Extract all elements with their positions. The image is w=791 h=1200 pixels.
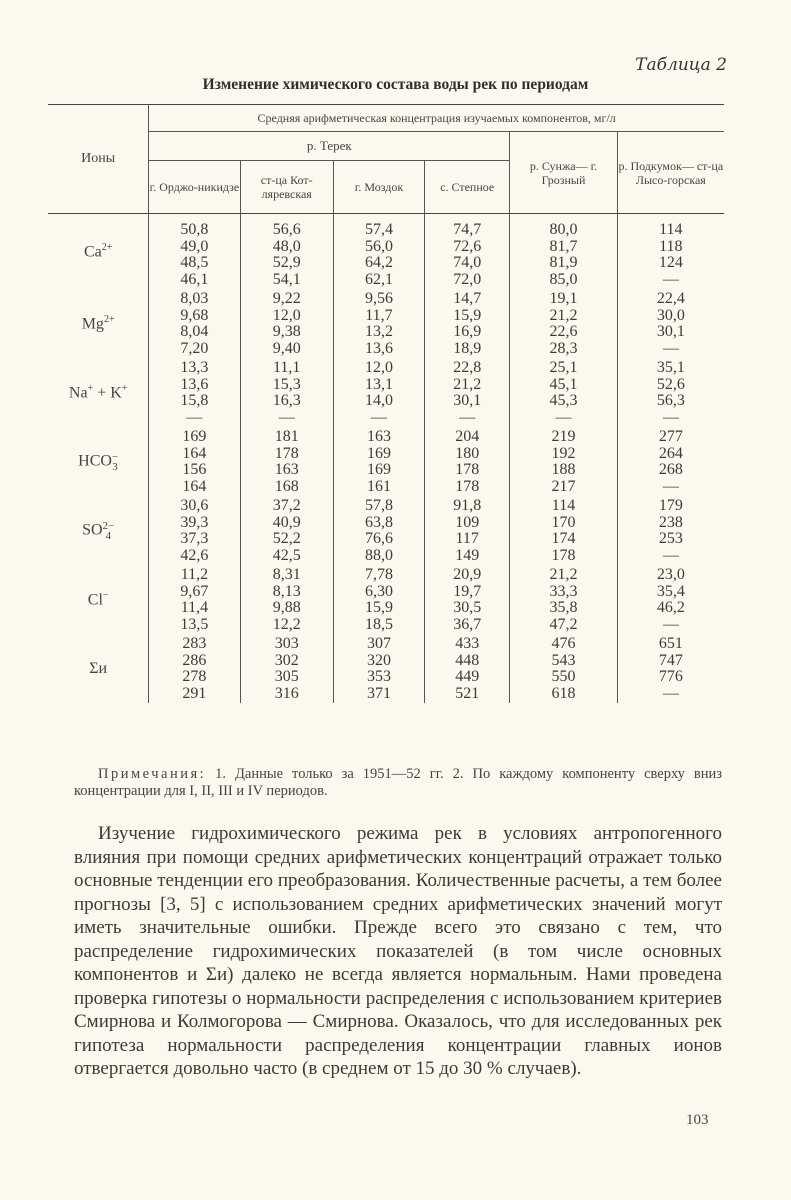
period-value: 521 xyxy=(455,684,480,702)
period-value: 156 xyxy=(182,461,207,478)
period-value: 178 xyxy=(455,461,480,478)
period-value: 320 xyxy=(366,651,391,669)
period-value: 22,4 xyxy=(656,290,685,307)
period-value: 21,2 xyxy=(549,306,578,324)
period-value: 188 xyxy=(551,461,576,478)
period-value: 264 xyxy=(658,444,683,462)
period-value: — xyxy=(370,408,387,426)
table-row xyxy=(48,358,724,427)
period-value: 20,9 xyxy=(453,566,482,583)
period-value: 283 xyxy=(182,635,207,652)
period-value: 15,3 xyxy=(272,375,301,393)
period-value: 219 xyxy=(551,428,576,445)
period-value: 169 xyxy=(182,428,207,445)
period-value: 15,9 xyxy=(364,599,393,616)
period-value: 164 xyxy=(182,477,207,495)
period-value: 163 xyxy=(366,428,391,445)
group-header: Средняя арифметическая концентрация изучаемых компонентов, мг/л xyxy=(149,105,724,132)
period-value: 22,8 xyxy=(453,359,482,376)
period-value: 40,9 xyxy=(272,513,301,531)
period-value: 7,78 xyxy=(364,566,393,583)
chemistry-table xyxy=(48,104,724,703)
period-value: 476 xyxy=(551,635,576,652)
value-cell xyxy=(510,427,617,496)
table-row xyxy=(48,634,724,703)
table-row xyxy=(48,496,724,565)
period-value: 114 xyxy=(551,497,576,514)
value-cell xyxy=(425,358,510,427)
column-header-stepnoe: с. Степное xyxy=(425,161,510,214)
period-value: 302 xyxy=(274,651,299,669)
period-value: 45,1 xyxy=(549,375,578,393)
period-value: 74,7 xyxy=(453,221,482,238)
value-cell xyxy=(149,214,240,290)
period-value: 168 xyxy=(274,477,299,495)
value-cell xyxy=(617,289,724,358)
value-cell xyxy=(240,214,333,290)
period-value: 8,04 xyxy=(180,323,209,340)
period-value: 46,2 xyxy=(656,599,685,616)
column-header-podkumok: р. Подкумок— ст-ца Лысо-горская xyxy=(617,132,724,214)
period-value: 286 xyxy=(182,651,207,669)
period-value: 21,2 xyxy=(453,375,482,393)
value-cell xyxy=(510,358,617,427)
period-value: 12,0 xyxy=(364,359,393,376)
period-value: — xyxy=(662,546,679,564)
period-value: 14,0 xyxy=(364,392,393,409)
value-cell xyxy=(425,289,510,358)
period-value: 109 xyxy=(455,513,480,531)
period-value: 35,1 xyxy=(656,359,685,376)
value-cell xyxy=(240,289,333,358)
period-value: 35,4 xyxy=(656,582,685,600)
period-value: 57,4 xyxy=(364,221,393,238)
period-value: 180 xyxy=(455,444,480,462)
period-value: 277 xyxy=(658,428,683,445)
period-value: 81,7 xyxy=(549,237,578,255)
notes-text: 1. Данные только за 1951—52 гг. 2. По каждому компоненту сверху вниз концентрации для I, II, III и IV периодов. xyxy=(74,766,722,799)
ion-label: $Mg^{2+}$ xyxy=(81,314,115,333)
period-value: 30,0 xyxy=(656,306,685,324)
period-value: 81,9 xyxy=(549,254,578,271)
period-value: 316 xyxy=(274,684,299,702)
period-value: — xyxy=(555,408,572,426)
value-cell xyxy=(425,214,510,290)
value-cell xyxy=(240,496,333,565)
period-value: 7,20 xyxy=(180,339,209,357)
period-value: — xyxy=(662,339,679,357)
period-value: 74,0 xyxy=(453,254,482,271)
period-value: 449 xyxy=(455,668,480,685)
value-cell xyxy=(149,634,240,703)
ion-label: Σи xyxy=(89,660,108,677)
period-value: 19,1 xyxy=(549,290,578,307)
period-value: 11,7 xyxy=(365,306,393,324)
period-value: — xyxy=(662,684,679,702)
period-value: 62,1 xyxy=(364,270,393,288)
period-value: 238 xyxy=(658,513,683,531)
period-value: 80,0 xyxy=(549,221,578,238)
terek-header: р. Терек xyxy=(149,132,510,161)
period-value: 9,38 xyxy=(272,323,301,340)
period-value: 56,3 xyxy=(656,392,685,409)
period-value: 72,6 xyxy=(453,237,482,255)
period-value: 278 xyxy=(182,668,207,685)
period-value: 6,30 xyxy=(364,582,393,600)
value-cell xyxy=(333,289,424,358)
value-cell xyxy=(617,358,724,427)
value-cell xyxy=(149,358,240,427)
period-value: 72,0 xyxy=(453,270,482,288)
value-cell xyxy=(425,634,510,703)
value-cell xyxy=(510,565,617,634)
period-value: 8,31 xyxy=(272,566,301,583)
value-cell xyxy=(149,496,240,565)
period-value: 181 xyxy=(274,428,299,445)
period-value: 30,1 xyxy=(656,323,685,340)
column-header-kotlyarevskaya: ст-ца Кот-ляревская xyxy=(240,161,333,214)
period-value: 170 xyxy=(551,513,576,531)
table-row xyxy=(48,214,724,290)
period-value: 217 xyxy=(551,477,576,495)
period-value: 48,5 xyxy=(180,254,209,271)
period-value: 52,6 xyxy=(656,375,685,393)
value-cell xyxy=(333,496,424,565)
period-value: 28,3 xyxy=(549,339,578,357)
period-value: 618 xyxy=(551,684,576,702)
period-value: 13,3 xyxy=(180,359,209,376)
value-cell xyxy=(617,565,724,634)
period-value: 161 xyxy=(366,477,391,495)
period-value: 52,2 xyxy=(272,530,301,547)
period-value: 18,9 xyxy=(453,339,482,357)
period-value: 305 xyxy=(274,668,299,685)
period-value: 23,0 xyxy=(656,566,685,583)
value-cell xyxy=(617,634,724,703)
period-value: 11,1 xyxy=(272,359,301,376)
body-paragraph: Изучение гидрохимического режима рек в условиях антропогенного влияния при помощи средних арифметических концентраций отражает только основные тенденции его преобразования. Количественные расчеты, а тем более прогнозы [3, 5] с использованием средних арифметических значений могут иметь значительные ошибки. Прежде всего это связано с тем, что распределение гидрохимических показателей (в том числе основных компонентов и Σи) далеко не всегда является нормальным. Нами проведена проверка гипотезы о нормальности распределения с использованием критериев Смирнова и Колмогорова — Смирнова. Оказалось, что для исследованных рек гипотеза нормальности распределения концентрации главных ионов отвергается довольно часто (в среднем от 15 до 30 % случаев). xyxy=(74,823,722,1079)
period-value: 15,9 xyxy=(453,306,482,324)
period-value: 88,0 xyxy=(364,546,393,564)
ion-label: Na+ + K+ xyxy=(68,383,128,402)
period-value: 30,1 xyxy=(453,392,482,409)
period-value: 21,2 xyxy=(549,566,578,583)
period-value: 19,7 xyxy=(453,582,482,600)
period-value: 54,1 xyxy=(272,270,301,288)
period-value: 307 xyxy=(366,635,391,652)
period-value: 49,0 xyxy=(180,237,209,255)
period-value: 9,56 xyxy=(364,290,393,307)
period-value: 11,4 xyxy=(180,599,209,616)
period-value: 353 xyxy=(366,668,391,685)
value-cell xyxy=(333,565,424,634)
period-value: 178 xyxy=(455,477,480,495)
value-cell xyxy=(510,214,617,290)
period-value: 76,6 xyxy=(364,530,393,547)
value-cell xyxy=(425,565,510,634)
period-value: 13,6 xyxy=(364,339,393,357)
period-value: 33,3 xyxy=(549,582,578,600)
period-value: 164 xyxy=(182,444,207,462)
period-value: — xyxy=(459,408,476,426)
period-value: — xyxy=(662,408,679,426)
table-row xyxy=(48,289,724,358)
period-value: 56,0 xyxy=(364,237,393,255)
table-row xyxy=(48,565,724,634)
period-value: 550 xyxy=(551,668,576,685)
value-cell xyxy=(333,427,424,496)
period-value: 42,6 xyxy=(180,546,209,564)
period-value: 149 xyxy=(455,546,480,564)
period-value: 117 xyxy=(455,530,479,547)
period-value: 91,8 xyxy=(453,497,482,514)
period-value: 543 xyxy=(551,651,576,669)
period-value: 13,1 xyxy=(364,375,393,393)
period-value: — xyxy=(186,408,203,426)
value-cell xyxy=(333,214,424,290)
period-value: 371 xyxy=(366,684,391,702)
period-value: 56,6 xyxy=(272,221,301,238)
column-header-ordzhonikidze: г. Орджо-никидзе xyxy=(149,161,240,214)
period-value: 64,2 xyxy=(364,254,393,271)
period-value: 18,5 xyxy=(364,615,393,633)
period-value: 16,3 xyxy=(272,392,301,409)
value-cell xyxy=(149,565,240,634)
period-value: 13,2 xyxy=(364,323,393,340)
period-value: — xyxy=(662,615,679,633)
notes-label: Примечания: xyxy=(98,766,207,782)
value-cell xyxy=(425,496,510,565)
period-value: 37,3 xyxy=(180,530,209,547)
table-title: Изменение химического состава воды рек по периодам xyxy=(202,76,589,93)
period-value: — xyxy=(278,408,295,426)
period-value: 118 xyxy=(659,237,683,255)
ions-column-header: Ионы xyxy=(48,105,149,214)
period-value: 651 xyxy=(658,635,683,652)
period-value: 35,8 xyxy=(549,599,578,616)
period-value: 45,3 xyxy=(549,392,578,409)
period-value: 169 xyxy=(366,461,391,478)
value-cell xyxy=(510,496,617,565)
column-header-sunzha: р. Сунжа— г. Грозный xyxy=(510,132,617,214)
period-value: 50,8 xyxy=(180,221,209,238)
period-value: 174 xyxy=(551,530,576,547)
period-value: 11,2 xyxy=(180,566,209,583)
period-value: 12,0 xyxy=(272,306,301,324)
period-value: 13,6 xyxy=(180,375,209,393)
period-value: 9,40 xyxy=(272,339,301,357)
value-cell xyxy=(240,634,333,703)
table-label: Таблица 2 xyxy=(635,55,727,75)
period-value: 9,67 xyxy=(180,582,209,600)
value-cell xyxy=(240,358,333,427)
value-cell xyxy=(425,427,510,496)
table-notes xyxy=(74,766,722,800)
value-cell xyxy=(617,496,724,565)
period-value: 30,6 xyxy=(180,497,209,514)
value-cell xyxy=(510,634,617,703)
period-value: 13,5 xyxy=(180,615,209,633)
period-value: 37,2 xyxy=(272,497,301,514)
page-number: 103 xyxy=(686,1112,709,1128)
period-value: 47,2 xyxy=(549,615,578,633)
period-value: 14,7 xyxy=(453,290,482,307)
period-value: 776 xyxy=(658,668,683,685)
table-row xyxy=(48,427,724,496)
ion-label: Cl− xyxy=(87,590,109,609)
value-cell xyxy=(617,214,724,290)
ion-label: $Ca^{2+}$ xyxy=(83,242,113,261)
period-value: 433 xyxy=(455,635,480,652)
period-value: 42,5 xyxy=(272,546,301,564)
period-value: 48,0 xyxy=(272,237,301,255)
period-value: 178 xyxy=(274,444,299,462)
period-value: 124 xyxy=(658,254,683,271)
period-value: 63,8 xyxy=(364,513,393,531)
period-value: 9,22 xyxy=(272,290,301,307)
period-value: 9,68 xyxy=(180,306,209,324)
period-value: 9,88 xyxy=(272,599,301,616)
period-value: 12,2 xyxy=(272,615,301,633)
period-value: 268 xyxy=(658,461,683,478)
period-value: 52,9 xyxy=(272,254,301,271)
value-cell xyxy=(510,289,617,358)
period-value: 448 xyxy=(455,651,480,669)
period-value: 169 xyxy=(366,444,391,462)
period-value: 8,13 xyxy=(272,582,301,600)
period-value: 747 xyxy=(658,651,683,669)
period-value: — xyxy=(662,270,679,288)
period-value: — xyxy=(662,477,679,495)
ion-label: SO 2− 4 xyxy=(82,520,115,542)
period-value: 15,8 xyxy=(180,392,209,409)
value-cell xyxy=(240,427,333,496)
period-value: 39,3 xyxy=(180,513,209,531)
period-value: 25,1 xyxy=(549,359,578,376)
period-value: 22,6 xyxy=(549,323,578,340)
period-value: 163 xyxy=(274,461,299,478)
table-body xyxy=(48,214,724,704)
value-cell xyxy=(333,634,424,703)
value-cell xyxy=(617,427,724,496)
value-cell xyxy=(240,565,333,634)
period-value: 179 xyxy=(658,497,683,514)
value-cell xyxy=(149,427,240,496)
period-value: 253 xyxy=(658,530,683,547)
period-value: 36,7 xyxy=(453,615,482,633)
period-value: 57,8 xyxy=(364,497,393,514)
value-cell xyxy=(333,358,424,427)
period-value: 46,1 xyxy=(180,270,209,288)
period-value: 114 xyxy=(659,221,683,238)
period-value: 204 xyxy=(455,428,480,445)
ion-label: HCO − 3 xyxy=(78,451,119,473)
period-value: 85,0 xyxy=(549,270,578,288)
period-value: 291 xyxy=(182,684,207,702)
period-value: 192 xyxy=(551,444,576,462)
value-cell xyxy=(149,289,240,358)
column-header-mozdok: г. Моздок xyxy=(333,161,424,214)
period-value: 303 xyxy=(274,635,299,652)
period-value: 178 xyxy=(551,546,576,564)
period-value: 8,03 xyxy=(180,290,209,307)
period-value: 30,5 xyxy=(453,599,482,616)
period-value: 16,9 xyxy=(453,323,482,340)
